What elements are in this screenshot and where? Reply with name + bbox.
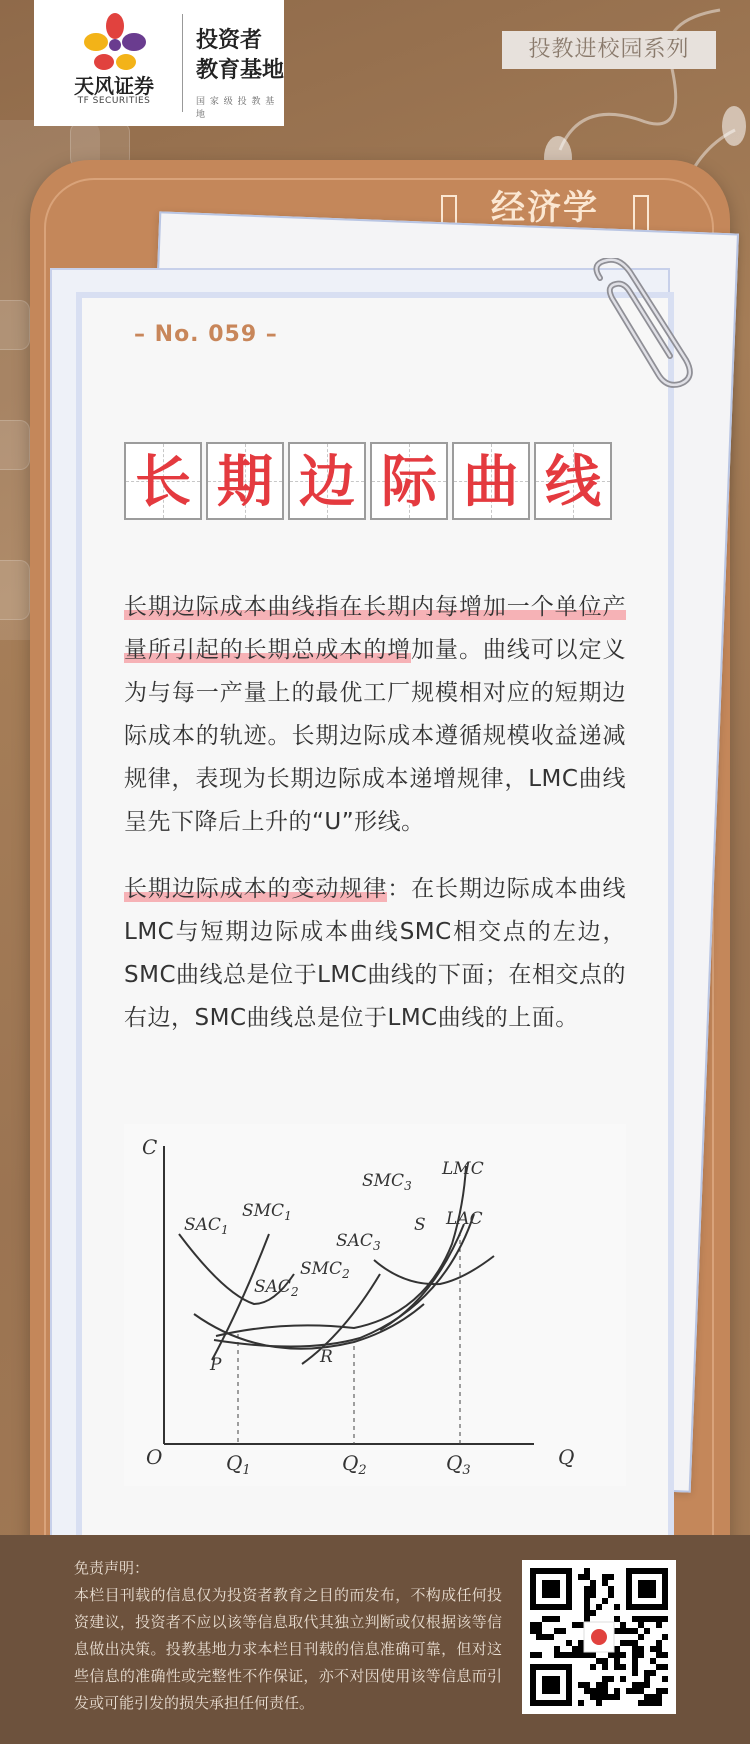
- x-tick-q1: $Q_1$: [226, 1451, 251, 1478]
- qr-module: [572, 1646, 578, 1652]
- qr-module: [530, 1628, 536, 1634]
- disclaimer-text: 本栏目刊载的信息仅为投资者教育之目的而发布，不构成任何投资建议，投资者不应以该等信息取代其独立判断或仅根据该等信息做出决策。投教基地力求本栏目刊载的信息准确可靠，但对这些信息的准确性或完整性不作保证，亦不对因使用该等信息而引发或可能引发的损失承担任何责任。: [74, 1586, 502, 1712]
- qr-module: [656, 1622, 662, 1628]
- qr-module: [620, 1640, 626, 1646]
- qr-module: [602, 1682, 608, 1688]
- qr-module: [554, 1652, 560, 1658]
- qr-module: [662, 1652, 668, 1658]
- definition-paragraph: [124, 586, 626, 844]
- definition-highlight: 长期边际成本曲线指在长期内每增加一个单位产量所引起的长期总成本的增: [124, 594, 626, 663]
- qr-module: [626, 1688, 632, 1694]
- qr-module: [608, 1574, 614, 1580]
- qr-module: [572, 1652, 578, 1658]
- qr-module: [632, 1658, 638, 1664]
- base-line2: 教育基地: [196, 58, 285, 83]
- title-char: 曲: [463, 449, 519, 515]
- qr-module: [632, 1688, 638, 1694]
- qr-module: [662, 1634, 668, 1640]
- qr-module: [650, 1616, 656, 1622]
- qr-module: [608, 1586, 614, 1592]
- qr-module: [632, 1652, 638, 1658]
- qr-module: [530, 1652, 536, 1658]
- qr-module: [602, 1694, 608, 1700]
- qr-module: [584, 1574, 590, 1580]
- base-line1: 投资者: [196, 28, 263, 53]
- qr-module: [584, 1688, 590, 1694]
- qr-module: [584, 1586, 590, 1592]
- disclaimer-title: 免责声明：: [74, 1559, 150, 1577]
- qr-module: [596, 1604, 602, 1610]
- qr-module: [536, 1628, 542, 1634]
- paperclip-icon: [590, 258, 700, 388]
- qr-module: [530, 1622, 536, 1628]
- qr-module: [650, 1670, 656, 1676]
- qr-module: [614, 1688, 620, 1694]
- qr-module: [602, 1574, 608, 1580]
- qr-module: [590, 1652, 596, 1658]
- education-base-label: [196, 26, 286, 86]
- qr-module: [602, 1664, 608, 1670]
- qr-module: [638, 1634, 644, 1640]
- qr-module: [578, 1652, 584, 1658]
- qr-module: [638, 1646, 644, 1652]
- badge-title: 经济学: [491, 188, 599, 228]
- qr-module: [620, 1622, 626, 1628]
- qr-module: [638, 1700, 644, 1706]
- qr-module: [632, 1640, 638, 1646]
- qr-module: [620, 1664, 626, 1670]
- qr-module: [644, 1670, 650, 1676]
- rule-paragraph: [124, 868, 626, 1040]
- title-cell: [206, 442, 284, 520]
- qr-module: [548, 1616, 554, 1622]
- qr-module: [662, 1688, 668, 1694]
- qr-module: [542, 1616, 548, 1622]
- title-cell: [124, 442, 202, 520]
- keyboard-key: [0, 560, 30, 620]
- qr-module: [632, 1646, 638, 1652]
- keyboard-key: [0, 420, 30, 470]
- keyboard-key: [0, 300, 30, 350]
- qr-module: [608, 1694, 614, 1700]
- qr-module: [656, 1640, 662, 1646]
- qr-module: [620, 1628, 626, 1634]
- qr-module: [662, 1616, 668, 1622]
- qr-module: [584, 1598, 590, 1604]
- label-smc2: $SMC_2$: [300, 1259, 350, 1281]
- qr-module: [662, 1676, 668, 1682]
- qr-module: [590, 1610, 596, 1616]
- qr-finder: [542, 1580, 560, 1598]
- lmc-curve: [216, 1166, 466, 1336]
- title-cell: [288, 442, 366, 520]
- qr-module: [638, 1682, 644, 1688]
- qr-module: [596, 1700, 602, 1706]
- qr-module: [572, 1622, 578, 1628]
- qr-module: [542, 1634, 548, 1640]
- brand-name: 天风证券: [74, 74, 154, 98]
- logo-divider: [182, 14, 183, 112]
- qr-module: [596, 1694, 602, 1700]
- x-tick-q3: $Q_3$: [446, 1451, 471, 1478]
- qr-module: [554, 1628, 560, 1634]
- qr-code-icon: [530, 1568, 668, 1706]
- qr-module: [590, 1694, 596, 1700]
- qr-module: [578, 1640, 584, 1646]
- qr-module: [596, 1688, 602, 1694]
- brand-english: TF SECURITIES: [77, 96, 151, 106]
- qr-module: [578, 1646, 584, 1652]
- qr-module: [578, 1622, 584, 1628]
- qr-module: [584, 1682, 590, 1688]
- qr-module: [644, 1616, 650, 1622]
- qr-module: [560, 1652, 566, 1658]
- qr-module: [536, 1652, 542, 1658]
- title-cell: [452, 442, 530, 520]
- qr-module: [596, 1658, 602, 1664]
- qr-module: [614, 1628, 620, 1634]
- series-tag: 投教进校园系列: [502, 31, 716, 69]
- qr-module: [554, 1646, 560, 1652]
- qr-module: [620, 1652, 626, 1658]
- label-sac1: $SAC_1$: [184, 1215, 229, 1237]
- qr-module: [614, 1646, 620, 1652]
- qr-module: [626, 1640, 632, 1646]
- smc2-curve: [302, 1274, 380, 1364]
- qr-module: [584, 1604, 590, 1610]
- qr-module: [638, 1622, 644, 1628]
- qr-module: [656, 1694, 662, 1700]
- qr-module: [632, 1616, 638, 1622]
- qr-module: [620, 1676, 626, 1682]
- qr-module: [590, 1586, 596, 1592]
- cost-curve-svg: [124, 1124, 626, 1486]
- qr-module: [614, 1658, 620, 1664]
- rule-highlight: 长期边际成本的变动规律: [124, 876, 388, 902]
- qr-module: [590, 1664, 596, 1670]
- qr-module: [614, 1652, 620, 1658]
- qr-module: [596, 1682, 602, 1688]
- page-title: [124, 442, 624, 520]
- qr-module: [590, 1688, 596, 1694]
- qr-module: [602, 1688, 608, 1694]
- qr-module: [578, 1682, 584, 1688]
- qr-module: [560, 1628, 566, 1634]
- qr-module: [656, 1664, 662, 1670]
- qr-module: [632, 1628, 638, 1634]
- qr-finder: [542, 1676, 560, 1694]
- qr-module: [656, 1646, 662, 1652]
- point-r: R: [320, 1347, 333, 1367]
- qr-module: [608, 1592, 614, 1598]
- label-sac3: $SAC_3$: [336, 1231, 381, 1253]
- title-char: 线: [545, 449, 601, 515]
- label-smc1: $SMC_1$: [242, 1201, 292, 1223]
- qr-module: [650, 1700, 656, 1706]
- qr-module: [554, 1616, 560, 1622]
- qr-module: [614, 1664, 620, 1670]
- qr-module: [566, 1652, 572, 1658]
- qr-module: [584, 1568, 590, 1574]
- qr-module: [656, 1616, 662, 1622]
- qr-module: [614, 1694, 620, 1700]
- qr-module: [632, 1664, 638, 1670]
- title-char: 长: [135, 449, 191, 515]
- qr-module: [536, 1622, 542, 1628]
- cost-curve-diagram: [124, 1124, 626, 1486]
- qr-module: [638, 1652, 644, 1658]
- x-tick-q2: $Q_2$: [342, 1451, 367, 1478]
- qr-module: [644, 1694, 650, 1700]
- qr-module: [602, 1658, 608, 1664]
- title-cell: [370, 442, 448, 520]
- label-lac: LAC: [446, 1209, 483, 1229]
- qr-module: [632, 1682, 638, 1688]
- qr-module: [578, 1574, 584, 1580]
- qr-module: [608, 1676, 614, 1682]
- qr-center-logo-icon: [591, 1629, 607, 1645]
- qr-code[interactable]: [522, 1560, 676, 1714]
- label-sac2: $SAC_2$: [254, 1277, 299, 1299]
- title-cell: [534, 442, 612, 520]
- qr-module: [656, 1700, 662, 1706]
- qr-module: [578, 1700, 584, 1706]
- qr-module: [650, 1658, 656, 1664]
- qr-module: [650, 1646, 656, 1652]
- qr-module: [536, 1634, 542, 1640]
- qr-module: [644, 1682, 650, 1688]
- qr-module: [590, 1580, 596, 1586]
- qr-module: [602, 1580, 608, 1586]
- qr-module: [656, 1688, 662, 1694]
- qr-finder: [638, 1580, 656, 1598]
- definition-text: 加量。曲线可以定义为与每一产量上的最优工厂规模相对应的短期边际成本的轨迹。长期边际成本遵循规模收益递减规律，表现为长期边际成本递增规律，LMC曲线呈先下降后上升的“U”形线。: [124, 637, 627, 835]
- issue-number: – No. 059 –: [134, 322, 278, 347]
- rule-text: ：在长期边际成本曲线LMC与短期边际成本曲线SMC相交点的左边，SMC曲线总是位于LMC曲线的下面；在相交点的右边，SMC曲线总是位于LMC曲线的上面。: [124, 876, 627, 1031]
- qr-module: [626, 1628, 632, 1634]
- title-char: 边: [299, 449, 355, 515]
- brand-logo-block: [34, 0, 284, 126]
- x-axis-label: Q: [558, 1445, 575, 1469]
- qr-module: [602, 1598, 608, 1604]
- qr-module: [608, 1652, 614, 1658]
- qr-module: [650, 1694, 656, 1700]
- qr-module: [590, 1592, 596, 1598]
- tf-flower-logo-icon: [80, 12, 150, 74]
- base-subtitle: 国 家 级 投 教 基 地: [196, 97, 276, 120]
- qr-module: [584, 1616, 590, 1622]
- qr-module: [644, 1676, 650, 1682]
- qr-module: [614, 1616, 620, 1622]
- qr-module: [584, 1592, 590, 1598]
- label-smc3: $SMC_3$: [362, 1171, 412, 1193]
- qr-module: [584, 1652, 590, 1658]
- title-char: 际: [381, 449, 437, 515]
- qr-module: [638, 1688, 644, 1694]
- qr-module: [644, 1700, 650, 1706]
- label-lmc: LMC: [442, 1159, 484, 1179]
- qr-module: [644, 1628, 650, 1634]
- qr-module: [566, 1640, 572, 1646]
- y-axis-label: C: [142, 1135, 158, 1159]
- point-p: P: [210, 1355, 222, 1375]
- point-s: S: [414, 1215, 426, 1235]
- origin-label: O: [146, 1445, 163, 1469]
- qr-module: [638, 1616, 644, 1622]
- title-char: 期: [217, 449, 273, 515]
- qr-module: [602, 1676, 608, 1682]
- qr-module: [632, 1670, 638, 1676]
- qr-module: [584, 1610, 590, 1616]
- qr-module: [614, 1604, 620, 1610]
- qr-module: [656, 1652, 662, 1658]
- qr-module: [548, 1634, 554, 1640]
- qr-module: [662, 1664, 668, 1670]
